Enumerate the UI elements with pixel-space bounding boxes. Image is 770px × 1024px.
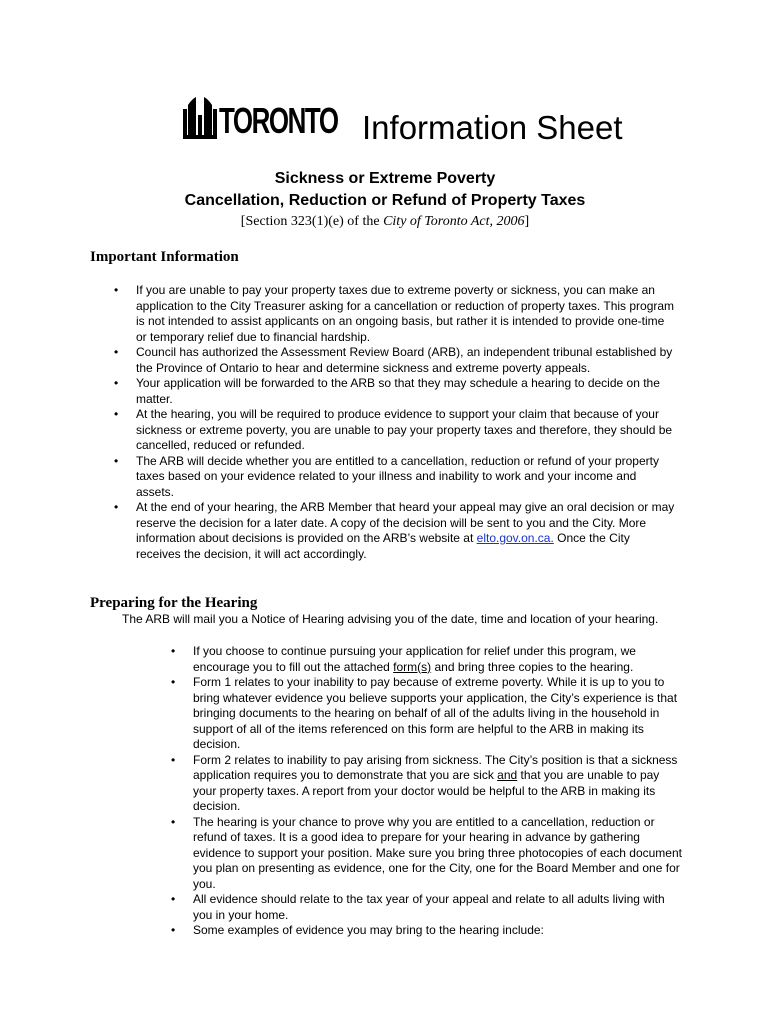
list-item: • Your application will be forwarded to the ARB so that they may schedule a hearing to decide on the matter. (136, 376, 676, 407)
subtitle-line-2: Cancellation, Reduction or Refund of Property Taxes (184, 192, 586, 209)
section-ref-suffix: ] (524, 214, 530, 229)
important-list (136, 283, 676, 562)
section-ref-prefix: [Section 323(1)(e) of the (240, 214, 384, 229)
list-item: • Council has authorized the Assessment Review Board (ARB), an independent tribunal established by the Province of Ontario to hear and determine sickness and extreme poverty appeals. (136, 345, 676, 376)
list-item-text: that you are unable to pay your property taxes. A report from your doctor would be helpful to the ARB in making its decision. (193, 768, 660, 813)
list-item-text: Form 2 relates to inability to pay arising from sickness. The City’s position is that a sickness application requires you to demonstrate that you are sick (193, 752, 678, 782)
list-item-text: and bring three copies to the hearing. (431, 659, 634, 674)
list-item (193, 644, 683, 675)
arb-website-link[interactable]: elto.gov.on.ca. (476, 531, 554, 545)
list-item: • The hearing is your chance to prove why you are entitled to a cancellation, reduction or refund of taxes. It is a good idea to prepare for your hearing in advance by gathering evidence to support your position. Make sure you bring three photocopies of each document you plan on presenting as evidence, one for the City, one for the Board Member and one for you. (193, 815, 683, 893)
preparing-intro: The ARB will mail you a Notice of Hearing advising you of the date, time and location of your hearing. (122, 612, 659, 626)
list-item-text: If you choose to continue pursuing your application for relief under this program, we encourage you to fill out the attached (193, 644, 636, 674)
toronto-logo (183, 95, 384, 139)
list-item: • Form 1 relates to your inability to pay because of extreme poverty. While it is up to you to bring whatever evidence you believe supports your application, the City’s experience is that bringing documents to the hearing on behalf of all of the adults living in the household in support of all of the items referenced on this form are helpful to the ARB in making its decision. (193, 675, 683, 753)
list-item: • At the hearing, you will be required to produce evidence to support your claim that because of your sickness or extreme poverty, you are unable to pay your property taxes and therefore, they should be cancelled, reduced or refunded. (136, 407, 676, 454)
page-title: Information Sheet (362, 109, 623, 146)
list-item (193, 753, 683, 815)
list-item-text: Once the City receives the decision, it will act accordingly. (136, 531, 630, 561)
important-heading: Important Information (90, 249, 239, 265)
preparing-list (193, 644, 683, 939)
list-item (136, 500, 676, 562)
subtitle-line-1: Sickness or Extreme Poverty (274, 170, 496, 187)
preparing-heading: Preparing for the Hearing (90, 595, 258, 611)
list-item: • Some examples of evidence you may bring to the hearing include: (193, 923, 683, 939)
logo-wordmark: TORONTO (219, 100, 338, 141)
section-reference (0, 214, 770, 230)
city-hall-icon (183, 95, 217, 139)
act-name: City of Toronto Act, 2006 (383, 214, 525, 229)
forms-reference: form(s) (393, 659, 432, 674)
list-item: • The ARB will decide whether you are entitled to a cancellation, reduction or refund of your property taxes based on your evidence related to your illness and inability to work and your income and assets. (136, 454, 676, 501)
list-item-text: At the end of your hearing, the ARB Member that heard your appeal may give an oral decision or may reserve the decision for a later date. A copy of the decision will be sent to you and the City. More information about decisions is provided on the ARB’s website at (136, 500, 675, 545)
list-item: • All evidence should relate to the tax year of your appeal and relate to all adults living with you in your home. (193, 892, 683, 923)
emphasis-and: and (497, 768, 518, 782)
list-item: • If you are unable to pay your property taxes due to extreme poverty or sickness, you can make an application to the City Treasurer asking for a cancellation or reduction of property taxes. This program is not intended to assist applicants on an ongoing basis, but rather it is intended to provide one-time or temporary relief due to financial hardship. (136, 283, 676, 345)
